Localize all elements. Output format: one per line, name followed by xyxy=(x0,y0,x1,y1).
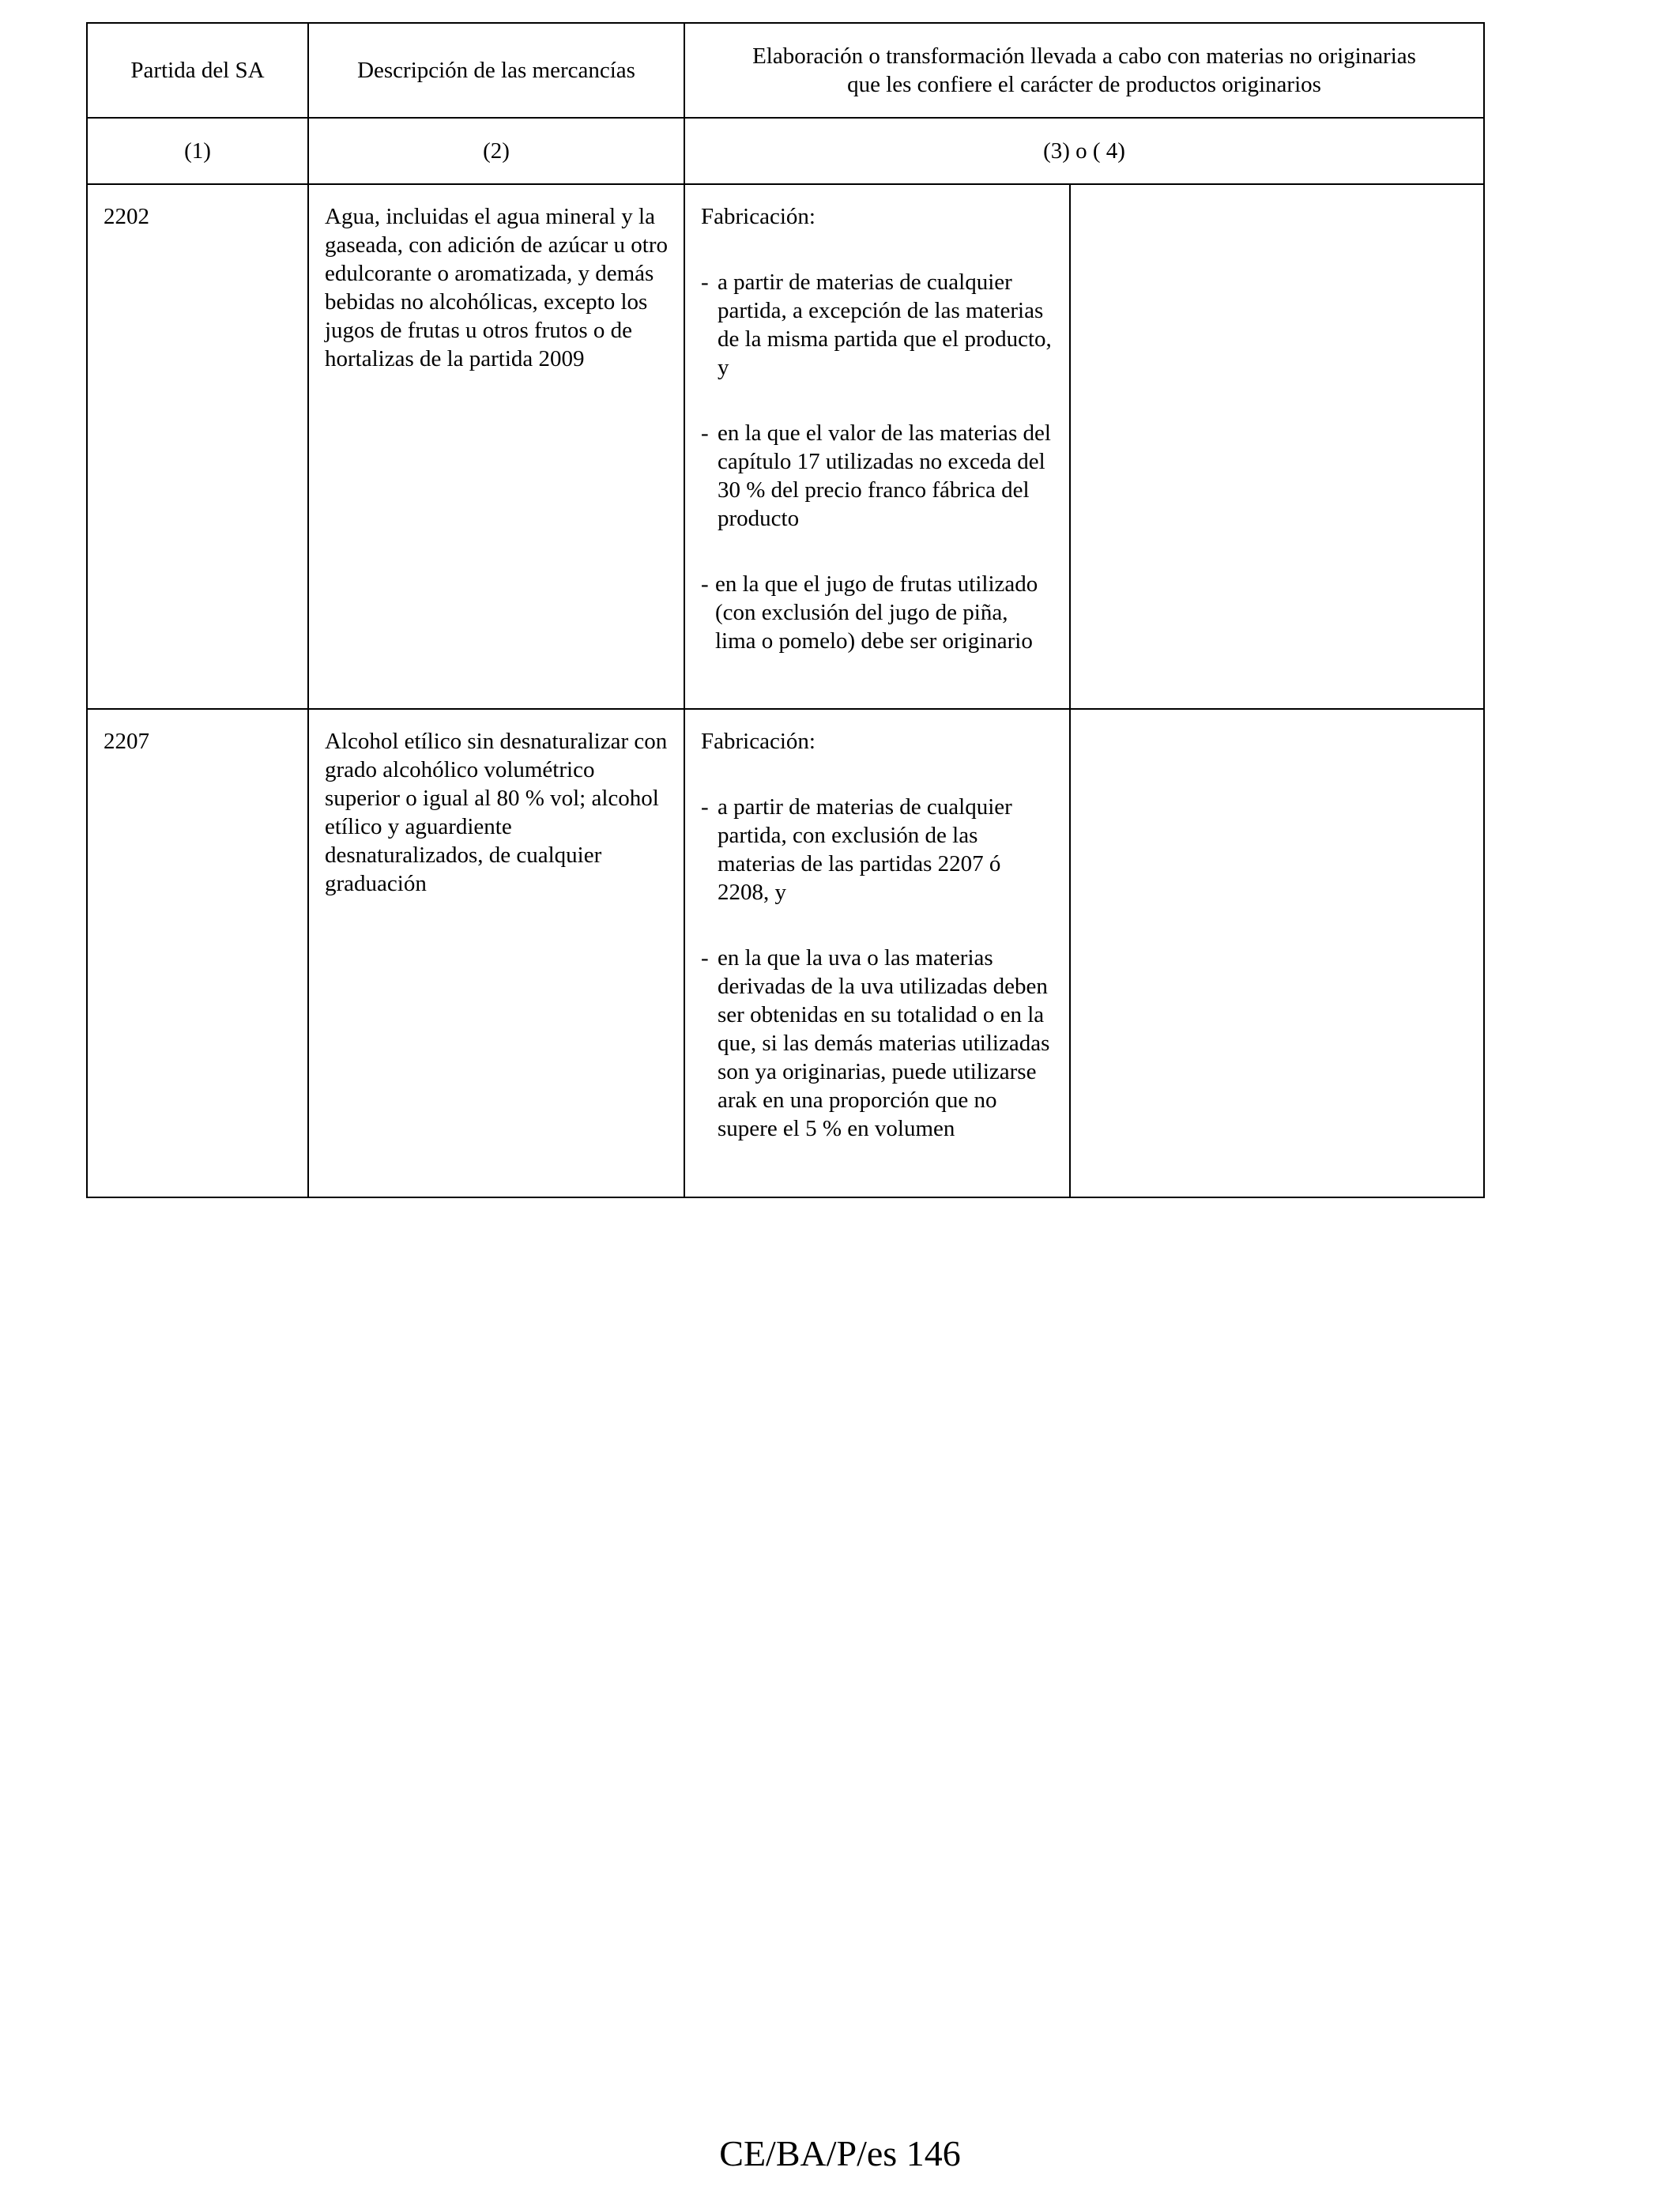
processing-intro: Fabricación: xyxy=(701,729,816,754)
alternative-cell xyxy=(1070,709,1484,1197)
condition-item: - a partir de materias de cualquier partida, con exclusión de las materias de las partidas 2207 ó 2208, y xyxy=(701,794,1012,905)
processing-cell xyxy=(684,184,1070,709)
hs-code-cell: 2207 xyxy=(87,709,308,1197)
page-reference: CE/BA/P/es 146 xyxy=(719,2133,961,2173)
column-number-3-4: (3) o ( 4) xyxy=(684,118,1484,184)
condition-item: - en la que la uva o las materias derivadas de la uva utilizadas deben ser obtenidas en su totalidad o en la que, si las demás materias utilizadas son ya originarias, puede utilizarse arak en una proporción que no supere el 5 % en volumen xyxy=(701,945,1050,1141)
rules-of-origin-table xyxy=(86,22,1485,1198)
hs-code-cell: 2202 xyxy=(87,184,308,709)
description-cell: Agua, incluidas el agua mineral y la gaseada, con adición de azúcar u otro edulcorante o aromatizada, y demás bebidas no alcohólicas, excepto los jugos de frutas u otros frutos o de hortalizas de la partida 2009 xyxy=(308,184,684,709)
header-description: Descripción de las mercancías xyxy=(308,23,684,118)
column-number-2: (2) xyxy=(308,118,684,184)
processing-cell xyxy=(684,709,1070,1197)
description-cell: Alcohol etílico sin desnaturalizar con grado alcohólico volumétrico superior o igual al 80 % vol; alcohol etílico y aguardiente desnaturalizados, de cualquier graduación xyxy=(308,709,684,1197)
header-hs-heading: Partida del SA xyxy=(87,23,308,118)
condition-item: - a partir de materias de cualquier partida, a excepción de las materias de la misma partida que el producto, y xyxy=(701,270,1052,380)
condition-item: - en la que el valor de las materias del capítulo 17 utilizadas no exceda del 30 % del precio franco fábrica del producto xyxy=(701,420,1051,531)
column-number-1: (1) xyxy=(87,118,308,184)
table-row xyxy=(87,184,1484,709)
header-processing-line-1: Elaboración o transformación llevada a cabo con materias no originarias xyxy=(752,43,1416,69)
header-row xyxy=(87,23,1484,118)
header-processing xyxy=(684,23,1484,118)
condition-item: - en la que el jugo de frutas utilizado (con exclusión del jugo de piña, lima o pomelo) debe ser originario xyxy=(701,571,1038,654)
header-processing-line-2: que les confiere el carácter de productos originarios xyxy=(847,72,1321,97)
table-row xyxy=(87,709,1484,1197)
processing-intro: Fabricación: xyxy=(701,204,816,229)
column-number-row xyxy=(87,118,1484,184)
alternative-cell xyxy=(1070,184,1484,709)
